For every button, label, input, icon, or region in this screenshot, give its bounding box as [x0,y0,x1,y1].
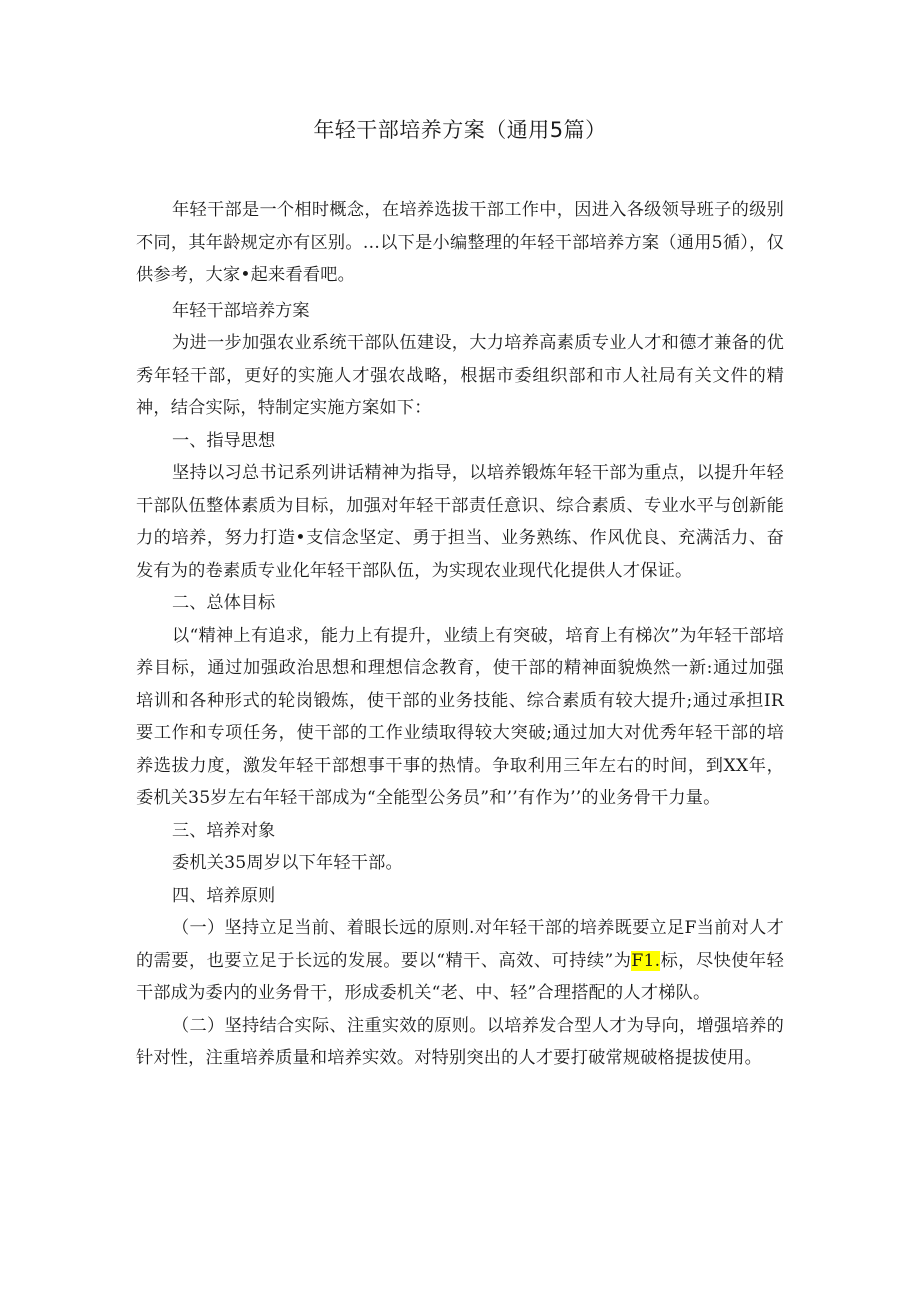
paragraph-guiding-ideology: 坚持以习总书记系列讲话精神为指导，以培养锻炼年轻干部为重点，以提升年轻干部队伍整体素质为目标，加强对年轻干部责任意识、综合素质、专业水平与创新能力的培养，努力打造•支信念坚定、勇于担当、业务熟练、作风优良、充满活力、奋发有为的卷素质专业化年轻干部队伍，为实现农业现代化提供人才保证。 [136,463,784,581]
document-title: 年轻干部培养方案（通用5篇） [313,118,607,142]
paragraph-principle-two: （二）坚持结合实际、注重实效的原则。以培养发合型人才为导向，增强培养的针对性，注重培养质量和培养实效。对特别突出的人才要打破常规破格提拔使用。 [136,1015,784,1068]
section-title: 年轻干部培养方案 [172,300,310,321]
paragraph-principle-one [136,912,784,1010]
intro-paragraph: 年轻干部是一个相时概念，在培养选拔干部工作中，因进入各级领导班子的级别不同，其年龄规定亦有区别。…以下是小编整理的年轻干部培养方案（通用5循），仅供参考，大家•起来看看吧。 [136,200,784,285]
principle-one-text-end: 标，尽快使年轻干部成为委内的业务骨干，形成委机关“老、中、轻”合理搭配的人才梯队。 [136,950,784,1003]
heading-overall-goal: 二、总体目标 [172,593,276,613]
highlighted-text: F1. [631,950,661,971]
heading-training-principles: 四、培养原则 [172,885,276,906]
paragraph-overall-goal: 以“精神上有追求，能力上有提升，业绩上有突破，培育上有梯次”为年轻干部培养目标，通过加强政治思想和理想信念教育，使干部的精神面貌焕然一新:通过加强培训和各种形式的轮岗锻炼，使干部的业务技能、综合素质有较大提升;通过承担IR要工作和专项任务，使干部的工作业绩取得较大突破;通过加大对优秀年轻干部的培养选拔力度，激发年轻干部想事干事的热情。争取利用三年左右的时间，到XX年，委机关35岁左右年轻干部成为“全能型公务员”和’’有作为’’的业务骨干力量。 [136,625,784,808]
principle-one-text-start: （一）坚持立足当前、着眼长远的原则.对年轻干部的培养既要立足F当前对人才的需要，也要立足于长远的发展。要以“精干、高效、可持续”为 [136,918,784,971]
document-body [136,194,784,1075]
heading-training-targets: 三、培养对象 [172,820,276,841]
paragraph-training-targets: 委机关35周岁以下年轻干部。 [172,853,403,873]
preface-paragraph: 为进一步加强农业系统干部队伍建设，大力培养高素质专业人才和德才兼备的优秀年轻干部，更好的实施人才强农战略，根据市委组织部和市人社局有关文件的精神，结合实际，特制定实施方案如下： [136,333,784,418]
heading-guiding-ideology: 一、指导思想 [172,430,276,451]
